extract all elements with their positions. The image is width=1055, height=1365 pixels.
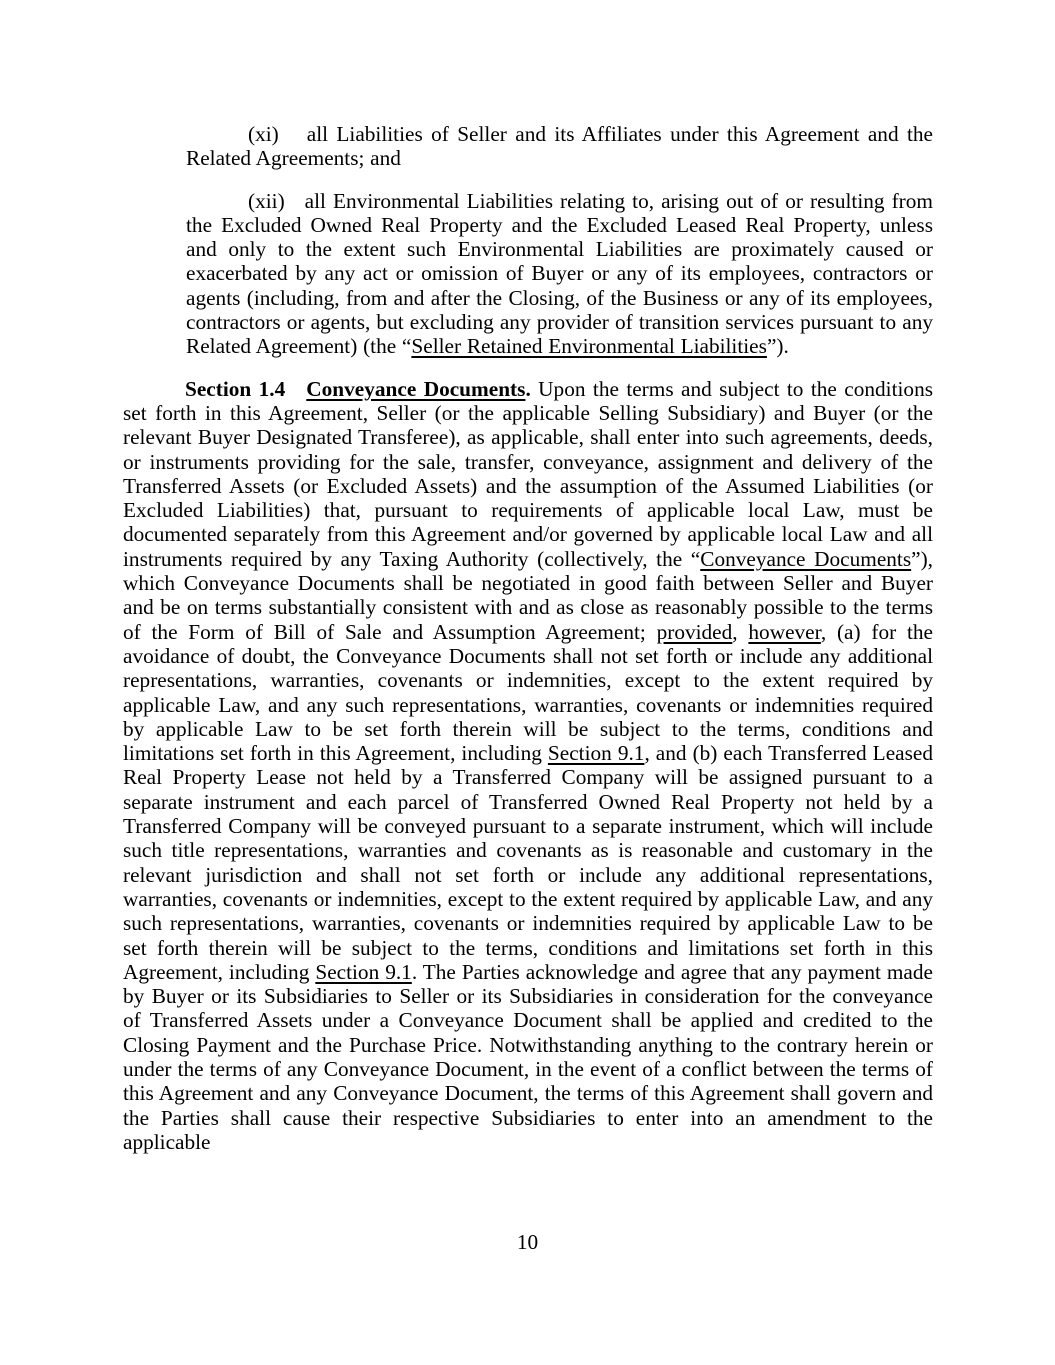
- text-run: Upon the terms and subject to the conditions set forth in this Agreement, Seller (or the applicable Selling Subsidiary) and Buyer (or the relevant Buyer Designated Transferee), as applicable, shall enter into such agreements, deeds, or instruments providing for the sale, transfer, conveyance, assignment and delivery of the Transferred Assets (or Excluded Assets) and the assumption of the Assumed Liabilities (or Excluded Liabilities) that, pursuant to requirements of applicable local Law, must be documented separately from this Agreement and/or governed by applicable local Law and all instruments required by any Taxing Authority (collectively, the “: [123, 376, 934, 571]
- text-run: . The Parties acknowledge and agree that any payment made by Buyer or its Subsidiaries to Seller or its Subsidiaries in consideration for the conveyance of Transferred Assets under a Conveyance Document shall be applied and credited to the Closing Payment and the Purchase Price. Notwithstanding anything to the contrary herein or under the terms of any Conveyance Document, in the event of a conflict between the terms of this Agreement and any Conveyance Document, the terms of this Agreement shall govern and the Parties shall cause their respective Subsidiaries to enter into an amendment to the applicable: [123, 959, 933, 1154]
- text-run: Section 9.1: [315, 959, 412, 984]
- text-run: , (a) for the avoidance of doubt, the Conveyance Documents shall not set forth or include any additional representations, warranties, covenants or indemnities, except to the extent required by applicable Law, and any such representations, warranties, covenants or indemnities required by applicable Law to be set forth therein will be subject to the terms, conditions and limitations set forth in this Agreement, including: [123, 619, 933, 766]
- text-run: .: [525, 376, 531, 401]
- text-run: , and (b) each Transferred Leased Real Property Lease not held by a Transferred Company will be assigned pursuant to a separate instrument and each parcel of Transferred Owned Real Property not held by a Transferred Company will be conveyed pursuant to a separate instrument, which will include such title representations, warranties and covenants as is reasonable and customary in the relevant jurisdiction and shall not set forth or include any additional representations, warranties, covenants or indemnities, except to the extent required by applicable Law, and any such representations, warranties, covenants or indemnities required by applicable Law to be set forth therein will be subject to the terms, conditions and limitations set forth in this Agreement, including: [123, 741, 933, 984]
- text-run: provided: [656, 619, 733, 644]
- text-run: Conveyance Documents: [700, 546, 912, 571]
- text-run: all Environmental Liabilities relating to, arising out of or resulting from the Excluded Owned Real Property and the Excluded Leased Real Property, unless and only to the extent such Environmental Liabilities are proximately caused or exacerbated by any act or omission of Buyer or any of its employees, contractors or agents (including, from and after the Closing, of the Business or any of its employees, contractors or agents, but excluding any provider of transition services pursuant to any Related Agreement) (the “: [186, 188, 933, 359]
- paragraph-clause-xii: [186, 189, 933, 359]
- text-run: ”).: [766, 334, 789, 359]
- paragraph-section-1-4: [123, 377, 933, 1155]
- text-run: (xi): [248, 122, 279, 146]
- text-run: (xii): [248, 188, 285, 213]
- page-number: 10: [516, 1230, 539, 1254]
- text-run: all Liabilities of Seller and its Affiliates under this Agreement and the Related Agreements; and: [186, 122, 933, 171]
- text-run: however: [748, 619, 821, 644]
- paragraph-clause-xi: [186, 122, 933, 171]
- document-body: [123, 122, 933, 1154]
- text-run: Conveyance Documents: [306, 376, 526, 401]
- text-run: Section 9.1: [547, 741, 645, 766]
- text-run: Seller Retained Environmental Liabilities: [411, 334, 767, 359]
- text-run: ,: [732, 619, 749, 644]
- text-run: Section 1.4: [185, 376, 286, 401]
- text-run: ”), which Conveyance Documents shall be negotiated in good faith between Seller and Buyer and be on terms substantially consistent with and as close as reasonably possible to the terms of the Form of Bill of Sale and Assumption Agreement;: [123, 546, 933, 644]
